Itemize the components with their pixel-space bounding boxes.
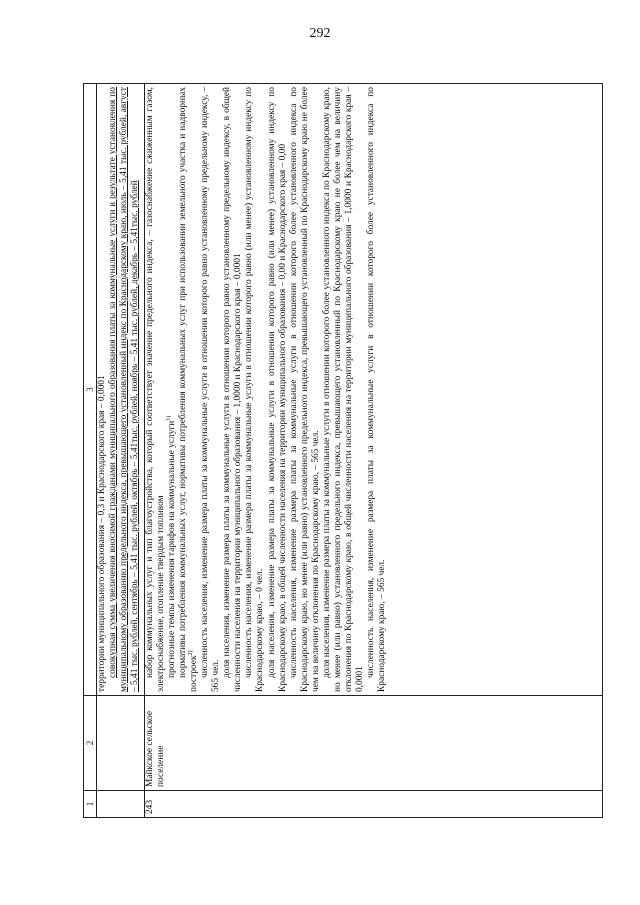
continuation-number-cell	[97, 791, 145, 818]
detail-paragraph: численность населения, изменение размера платы за коммунальные услуги в отношении которого равно установленному предельному индексу, – 565 чел.	[200, 87, 222, 692]
detail-paragraph: численность населения, изменение размера платы за коммунальные услуги в отношении которого равно (или менее) установленному индексу по Краснодарскому краю, – 0 чел.	[244, 87, 266, 692]
footnote-mark: 1)	[165, 415, 172, 421]
detail-paragraph: численность населения, изменение размера платы за коммунальные услуги в отношении которого более установленного индекса по Краснодарскому краю, – 565 чел.	[365, 87, 387, 692]
column-header-2: 2	[84, 696, 97, 791]
detail-paragraph	[178, 87, 200, 692]
table-header-row	[84, 84, 97, 818]
detail-text: прогнозные темпы изменения тарифов на коммунальные услуги	[167, 420, 178, 678]
continuation-text-cell	[97, 84, 145, 696]
row-details-cell	[145, 84, 603, 696]
data-table	[83, 83, 603, 818]
page-number: 292	[309, 26, 331, 41]
column-header-3: 3	[84, 84, 97, 696]
column-header-1: 1	[84, 791, 97, 818]
table-row-continuation	[97, 84, 145, 818]
detail-paragraph	[167, 87, 178, 692]
continuation-name-cell	[97, 696, 145, 791]
continuation-paragraph: совокупная сумма увеличения вносимой гражданами муниципального образования платы за коммунальные услуги в результате установления по муниципальному образованию предельного индекса, превышающего установленный индекс по Краснодарскому краю, июль – 5,41 тыс. рублей, август – 5,41 тыс. рублей, сентябрь – 5,41 тыс. рублей, октябрь – 5,41тыс. рублей, ноябрь – 5,41 тыс. рублей, декабрь – 5,41тыс. рублей	[108, 87, 141, 692]
continuation-line: территории муниципального образования – 0,3 и Краснодарского края – 0,0001	[97, 375, 107, 692]
rotated-table-wrapper	[83, 83, 603, 818]
detail-paragraph: доля населения, изменение размера платы за коммунальные услуги в отношении которого более установленного индекса по Краснодарскому краю, но менее (или равно) установленного предельного индекса, превышающего установленный по Краснодарскому краю не более чем на величину отклонения по Краснодарскому краю, в общей численности населения на территории муниципального образования – 1,0000 и Краснодарского края – 0,0001	[321, 87, 365, 692]
table-row	[145, 84, 603, 818]
detail-text: нормативы потребления коммунальных услуг, нормативы потребления коммунальных услуг при использовании земельного участка и надворных построек	[178, 87, 200, 692]
row-number-cell: 243	[145, 791, 603, 818]
detail-paragraph: доля населения, изменение размера платы за коммунальные услуги в отношении которого равно (или менее) установленному индексу по Краснодарскому краю, в общей численности населения на территории муниципального образования – 0,00 и Краснодарского края – 0,00	[266, 87, 288, 692]
detail-paragraph: численность населения, изменение размера платы за коммунальные услуги в отношении которого более установленного индекса по Краснодарскому краю, но менее (или равно) установленного предельного индекса, превышающего установленный по Краснодарскому краю не более чем на величину отклонения по Краснодарскому краю, – 565 чел.	[288, 87, 321, 692]
settlement-name-cell: Майкское сельское поселение	[145, 696, 603, 791]
detail-paragraph: доля населения, изменение размера платы за коммунальные услуги в отношении которого равно установленному предельному индексу, в общей численности населения на территории муниципального образования – 1,0000 и Краснодарского края – 0,0001	[222, 87, 244, 692]
footnote-mark: 2)	[188, 650, 195, 656]
detail-paragraph: набор коммунальных услуг и тип благоустройства, который соответствует значение предельного индекса, – газоснабжение сжиженным газом, электроснабжение, отопление твердым топливом	[145, 87, 167, 692]
